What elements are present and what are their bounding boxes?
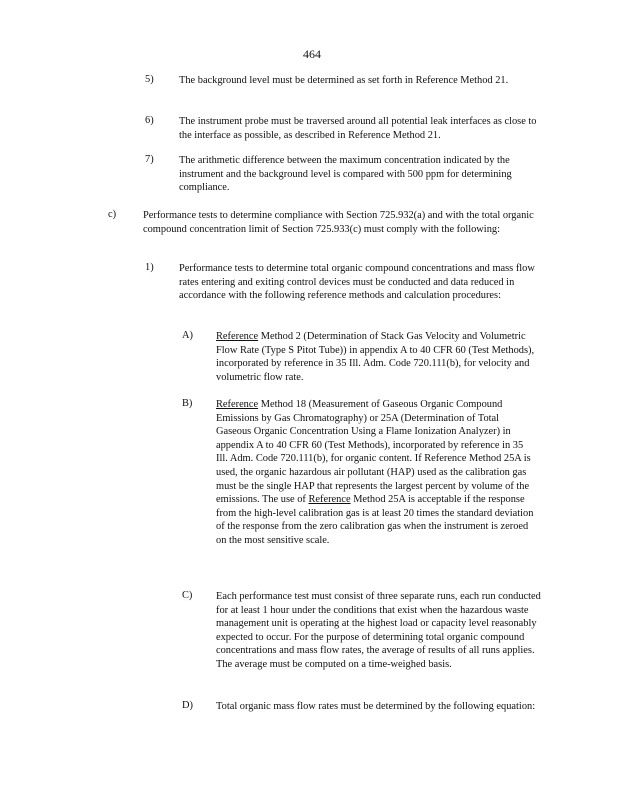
subitem-d — [216, 700, 538, 714]
item-text: The arithmetic difference between the maximum concentration indicated by the instrument and the background level is compared with 500 ppm for determining compliance. — [179, 155, 512, 194]
item-label: 5) — [145, 74, 154, 85]
page-number: 464 — [303, 47, 321, 61]
paragraph-item-5 — [179, 74, 514, 88]
item-text: Performance tests to determine compliance with Section 725.932(a) and with the total organic compound concentration limit of Section 725.933(c) must comply with the following: — [143, 210, 534, 235]
subitem-c — [216, 590, 541, 672]
item-label: 6) — [145, 115, 154, 126]
subitem-label: A) — [182, 330, 193, 341]
subitem-label: D) — [182, 700, 193, 711]
reference-link-text-2: Reference — [308, 494, 351, 506]
paragraph-item-c — [143, 209, 538, 236]
reference-link-text: Reference — [216, 399, 259, 410]
item-label: 7) — [145, 154, 154, 165]
item-text: The instrument probe must be traversed around all potential leak interfaces as close to the interface as possible, as described in Reference Method 21. — [179, 116, 537, 141]
subitem-label: C) — [182, 590, 193, 601]
item-label: c) — [108, 209, 117, 220]
item-text: The background level must be determined as set forth in Reference Method 21. — [179, 75, 509, 86]
subitem-text: Method 18 (Measurement of Gaseous Organic Compound Emissions by Gas Chromatography) or 25A (Determination of Total Gaseous Organic Concentration Using a Flame Ionization Analyzer) in appendix A to 40 CFR 60 (Test Methods), incorporated by reference in 35 Ill. Adm. Code 720.111(b), for organic content. If Reference Method 25A is used, the organic hazardous air pollutant (HAP) used as the calibration gas must be the single HAP that represents the largest percent by volume of the emissions. The use of — [216, 399, 531, 506]
subitem-text: Total organic mass flow rates must be determined by the following equation: — [216, 701, 536, 712]
subitem-b — [216, 398, 534, 548]
subitem-label: B) — [182, 398, 193, 409]
reference-link-text: Reference — [216, 331, 259, 342]
subitem-text: Each performance test must consist of three separate runs, each run conducted for at least 1 hour under the conditions that exist when the hazardous waste management unit is operating at the highest load or capacity level reasonably expected to occur. For the purpose of determining total organic compound concentrations and mass flow rates, the average of results of all runs applies. The average must be computed on a time-weighed basis. — [216, 591, 541, 670]
paragraph-item-7 — [179, 154, 541, 195]
subitem-text-2: Method 25A is acceptable if the response from the high-level calibration gas is at least 20 times the standard deviation of the response from the zero calibration gas when the instrument is zeroed on the most sensitive scale. — [216, 494, 534, 546]
subitem-a — [216, 330, 538, 384]
subitem-text: Method 2 (Determination of Stack Gas Velocity and Volumetric Flow Rate (Type S Pitot Tube)) in appendix A to 40 CFR 60 (Test Methods), incorporated by reference in 35 Ill. Adm. Code 720.111(b), for velocity and volumetric flow rate. — [216, 331, 535, 383]
item-label: 1) — [145, 262, 154, 273]
item-text: Performance tests to determine total organic compound concentrations and mass flow rates entering and exiting control devices must be conducted and data reduced in accordance with the following reference methods and calculation procedures: — [179, 263, 535, 302]
paragraph-item-6 — [179, 115, 539, 142]
paragraph-item-1 — [179, 262, 541, 303]
